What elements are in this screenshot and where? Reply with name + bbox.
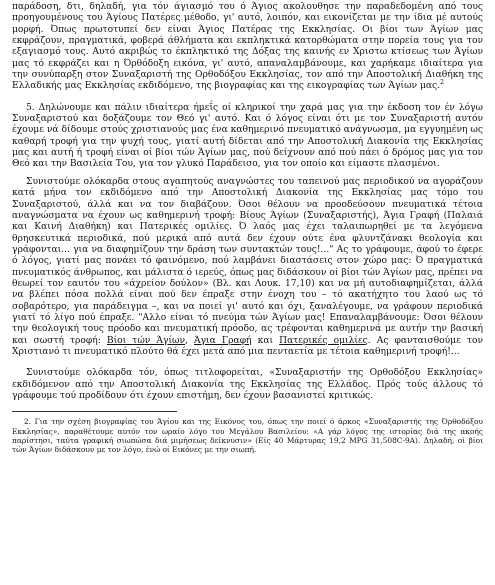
paragraph-p1	[12, 2, 483, 93]
text-run: παράδοση, δτι, δηλαδή, για τόν άγιασμό του ό Άγιος ακολουθησε την παραδεδομένη από τους προηγουμένους του Άγίους Πατέρες μέθοδο, γι' αυτό, λοιπόν, και εικονίζεται με την ίδια μέ αυτούς μορφή. Όπως πρωτοτυπεί δεν είναι Άγιος Πατέρας της Εκκλησίας. Οι βίοι των Άγίων μας εκφράζουν, πραγματικά, φοβερά άθλήματα και εκπληκτικά κατορθώματα στην πορεία τους για τον εξαγιασμό τους. Αυτό ακριβώς το έκπληκτικό της Δόξας της καινής εν Χριστω κτίσεως των Άγίων μας τό εκφράζει και η Όρθόδοξη εικόνα, γι' αυτό, απαναλαμβάνουμε, και χαρήκαμε ιδιαίτερα για την συνύπαρξη στον Συναξαριστή της Ορθοδόξου Εκκλησίας, τον από την Αποστολική Διαθήκη της Ελλαδικής μας Εκκλησίας εκδιδόμενο, της βιογραφίας και της εικογραφίας των Άγίων μας.	[12, 2, 483, 92]
paragraph-p3	[12, 177, 483, 359]
paragraph-p2	[12, 103, 483, 171]
main-text	[12, 2, 483, 402]
text-run: ,	[185, 335, 194, 346]
paragraph-p4	[12, 368, 483, 402]
footnote-text	[12, 417, 483, 454]
underlined-phrase: Βίοι τών Άγίων	[106, 335, 186, 346]
text-run: Συνιστούμε ολόκαρδα τόν, όπως τιτλοφορείται, «Συναξαριστήν της Ορθοδόξου Εκκλησίας» εκδιδόμενον από την Αποστολική Διακονία της Εκκλησίας της Ελλάδος. Πρός τούς άλλους τό γράφουμε τού προδίδουν ότι έχουν επιστήμη, δεν έχουν βασανιστεί κριτικώς.	[12, 368, 483, 401]
text-run: Συνιστούμε ολόκαρδα στους αγαπητούς αναγνώστες του ταπεινού μας περιοδικού να αγοράζουν κατά μήνα τον εκδιδόμενο από την Αποστολική Διακονία της Εκκλησίας μας τόμο του Συναξαριστού, άλλά και να τον διαβάζουν. Όσοι θέλουν να προοδεύσουν πνευματικά τέτοια αναγνώσματα να έχουν ως καθημερινή τροφή: Βίους Άγίων (Συναξαριστής), Άγια Γραφή (Παλαιά και Καινή Διαθήκη) και Πατερικές ομιλίες. Ό λαός μας έχει ταλαιπωρηθεί με τα λεγόμενα θρησκευτικά περιοδικά, πού μερικά από αυτά δεν έχουν ούτε ένα φλυντζάνακι θεολογία και γράφονται... για να διαφημίζουν την δράση των συντακτών τους!..." Ας το γράφουμε, άφού το έφερε ό λόγος, γιατί μας πονάει τό φαινόμενο, πού λαμβάνει διαστάσεις στον χώρο μας: Ό πραγματικά πνευματικός άνθρωπος, και μάλιστα ό ιερεύς, όπως μας διδάσκουν οί βίοι τών Άγίων μας, πρέπει να θεωρεί τον εαυτόν του «άχρείον δούλον» (Βλ. και Λουκ. 17,10) και να μή αυτοδιαφημίζεται, άλλά να βλέπει πόσα πολλά είναι πού δεν έπραξε στην ένοχη του – τό ακατήχητο του λαού ως τό σοβαρότερο, για παράδειγμα –, και να ποιεί γι' αυτό και όχι, ξαναλέγουμε, να γράφουν περιοδικά γιατί τό λίγο πού έπραξε. "Αλλο είναι τό πνεύμα τών Άγίων μας! Επαναλαμβάνουμε: Όσοι θέλουν την θεολογική τους πρόοδο και πνευματική πρόοδο, ας τρέφονται καθημερινά με αυτήν την βασική και σωστή τροφή:	[12, 176, 483, 346]
underlined-phrase: Άγια Γραφή	[194, 335, 252, 346]
underlined-phrase: Πατερικές ομιλίες	[279, 335, 368, 346]
text-run: . Ας φανταισθούμε τον Χριστιανό τι πνευματικό πλούτο θά έχει μετά από μια πενταετία με τέτοια καθημερινή τροφή!...	[12, 335, 483, 357]
footnote-divider	[12, 411, 177, 412]
footnote-ref: 2	[440, 79, 444, 87]
text-run: 2. Για την σχέση βιογραφίας του Άγίου και της Εικόνος του, όπως την ποιεί ό άρκος «Συναξαριστής της Όρθοδόξου Εκκλησίας», παραθέτουμε αυτόν τον ωραίο λόγο του Μεγάλου Βασιλείου: «Α γάρ λόγος της ιστορίας διά της ακοής παρίστησι, ταύτα γραφική σιωπώσα διά μιμήσεως δείκνυσιν» (Είς 40 Μάρτυρας 19,2 MPG 31,508C-9A). Δηλαδή, οί βίοι τών Άγίων διδάσκουν με τον λόγο, ένώ οί Εικόνες με την σιωπή.	[12, 417, 483, 454]
text-run: 5. Δηλώνουμε και πάλιν ιδιαίτερα ήμεΐς οί κληρικοί την χαρά μας για την έκδοση τον έν λόγω Συναξαριστού και δοξάζουμε τον Θεό γι' αυτό. Και ό λόγος είναι ότι με τον Συναξαριστή αυτόν έχουμε νά δίδουμε στούς χριστιανούς μας ένα καθημερινό πνευματικό ανάγνωσμα, μα εγγυημένη ως καθαρή τροφή για την ψυχή τους, γιατί αυτή δίδεται από την Αποστολική Διακονία της Εκκλησίας μας και αυτή ή τροφή είναι οί βίοι τών Άγίων μας, πού δείχνουν από πού πάει ό δρόμος μας για τον Θεό και την Βασιλεία Του, για τον γλυκό Παράδεισο, για τον οποίο και είμαστε πλασμένοι.	[12, 102, 483, 170]
footnote	[12, 417, 483, 454]
text-run: και	[251, 335, 280, 346]
